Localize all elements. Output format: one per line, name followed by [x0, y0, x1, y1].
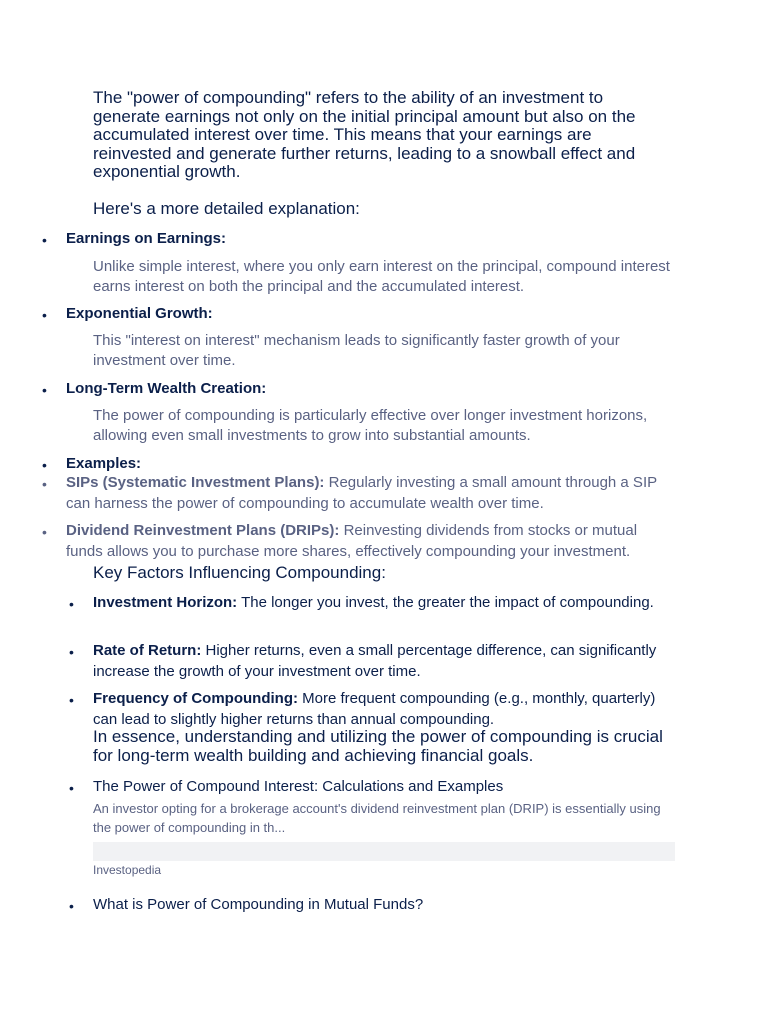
bullet-point-1: • [42, 232, 47, 248]
bullet-link-1: • [69, 780, 74, 796]
factor-investment-horizon [93, 593, 683, 614]
bullet-example-drip: • [42, 524, 47, 540]
factor-frequency-term: Frequency of Compounding: [93, 690, 298, 707]
snippet-thumbnail-placeholder [93, 842, 675, 861]
detail-lead: Here's a more detailed explanation: [93, 199, 360, 218]
bullet-point-3: • [42, 382, 47, 398]
key-factors-heading: Key Factors Influencing Compounding: [93, 563, 386, 582]
example-sip-text: Regularly investing a small amount through a SIP can harness the power of compounding to accumulate wealth over time. [66, 474, 657, 512]
factor-frequency [93, 689, 683, 730]
example-drip-term: Dividend Reinvestment Plans (DRIPs): [66, 522, 340, 539]
point-heading-wealth: Long-Term Wealth Creation: [66, 380, 267, 397]
factor-rate-text: Higher returns, even a small percentage difference, can significantly increase the growth of your investment over time. [93, 642, 657, 680]
bullet-example-sip: • [42, 476, 47, 492]
point-heading-growth: Exponential Growth: [66, 305, 213, 322]
link-snippet: An investor opting for a brokerage account's dividend reinvestment plan (DRIP) is essentially using the power of compounding in th... [93, 801, 661, 835]
essence-paragraph: In essence, understanding and utilizing the power of compounding is crucial for long-term wealth building and achieving financial goals. [93, 727, 663, 765]
bullet-link-2: • [69, 898, 74, 914]
bullet-examples: • [42, 457, 47, 473]
bullet-factor-horizon: • [69, 596, 74, 612]
point-description-earnings: Unlike simple interest, where you only earn interest on the principal, compound interest earns interest on both the principal and the accumulated interest. [93, 258, 670, 295]
bullet-factor-rate: • [69, 644, 74, 660]
example-drip [66, 521, 676, 562]
point-description-wealth: The power of compounding is particularly effective over longer investment horizons, allowing even small investments to grow into substantial amounts. [93, 407, 648, 444]
bullet-factor-frequency: • [69, 692, 74, 708]
link-source[interactable]: Investopedia [93, 863, 162, 877]
link-compound-interest[interactable]: The Power of Compound Interest: Calculations and Examples [93, 778, 504, 795]
factor-rate-term: Rate of Return: [93, 642, 202, 659]
bullet-point-2: • [42, 307, 47, 323]
point-description-growth: This "interest on interest" mechanism leads to significantly faster growth of your investment over time. [93, 332, 620, 369]
point-heading-earnings: Earnings on Earnings: [66, 230, 227, 247]
example-sip-term: SIPs (Systematic Investment Plans): [66, 474, 325, 491]
example-drip-text: Reinvesting dividends from stocks or mutual funds allows you to purchase more shares, effectively compounding your investment. [66, 522, 638, 560]
factor-horizon-text: The longer you invest, the greater the impact of compounding. [237, 594, 654, 611]
link-compounding-mutual-funds[interactable]: What is Power of Compounding in Mutual Funds? [93, 896, 424, 913]
factor-rate-of-return [93, 641, 683, 682]
examples-heading: Examples: [66, 455, 142, 472]
factor-horizon-term: Investment Horizon: [93, 594, 238, 611]
example-sip [66, 473, 676, 514]
factor-frequency-text: More frequent compounding (e.g., monthly, quarterly) can lead to slightly higher returns than annual compounding. [93, 690, 656, 728]
intro-paragraph: The "power of compounding" refers to the ability of an investment to generate earnings not only on the initial principal amount but also on the accumulated interest over time. This means that your earnings are reinvested and generate further returns, leading to a snowball effect and exponential growth. [93, 88, 636, 182]
